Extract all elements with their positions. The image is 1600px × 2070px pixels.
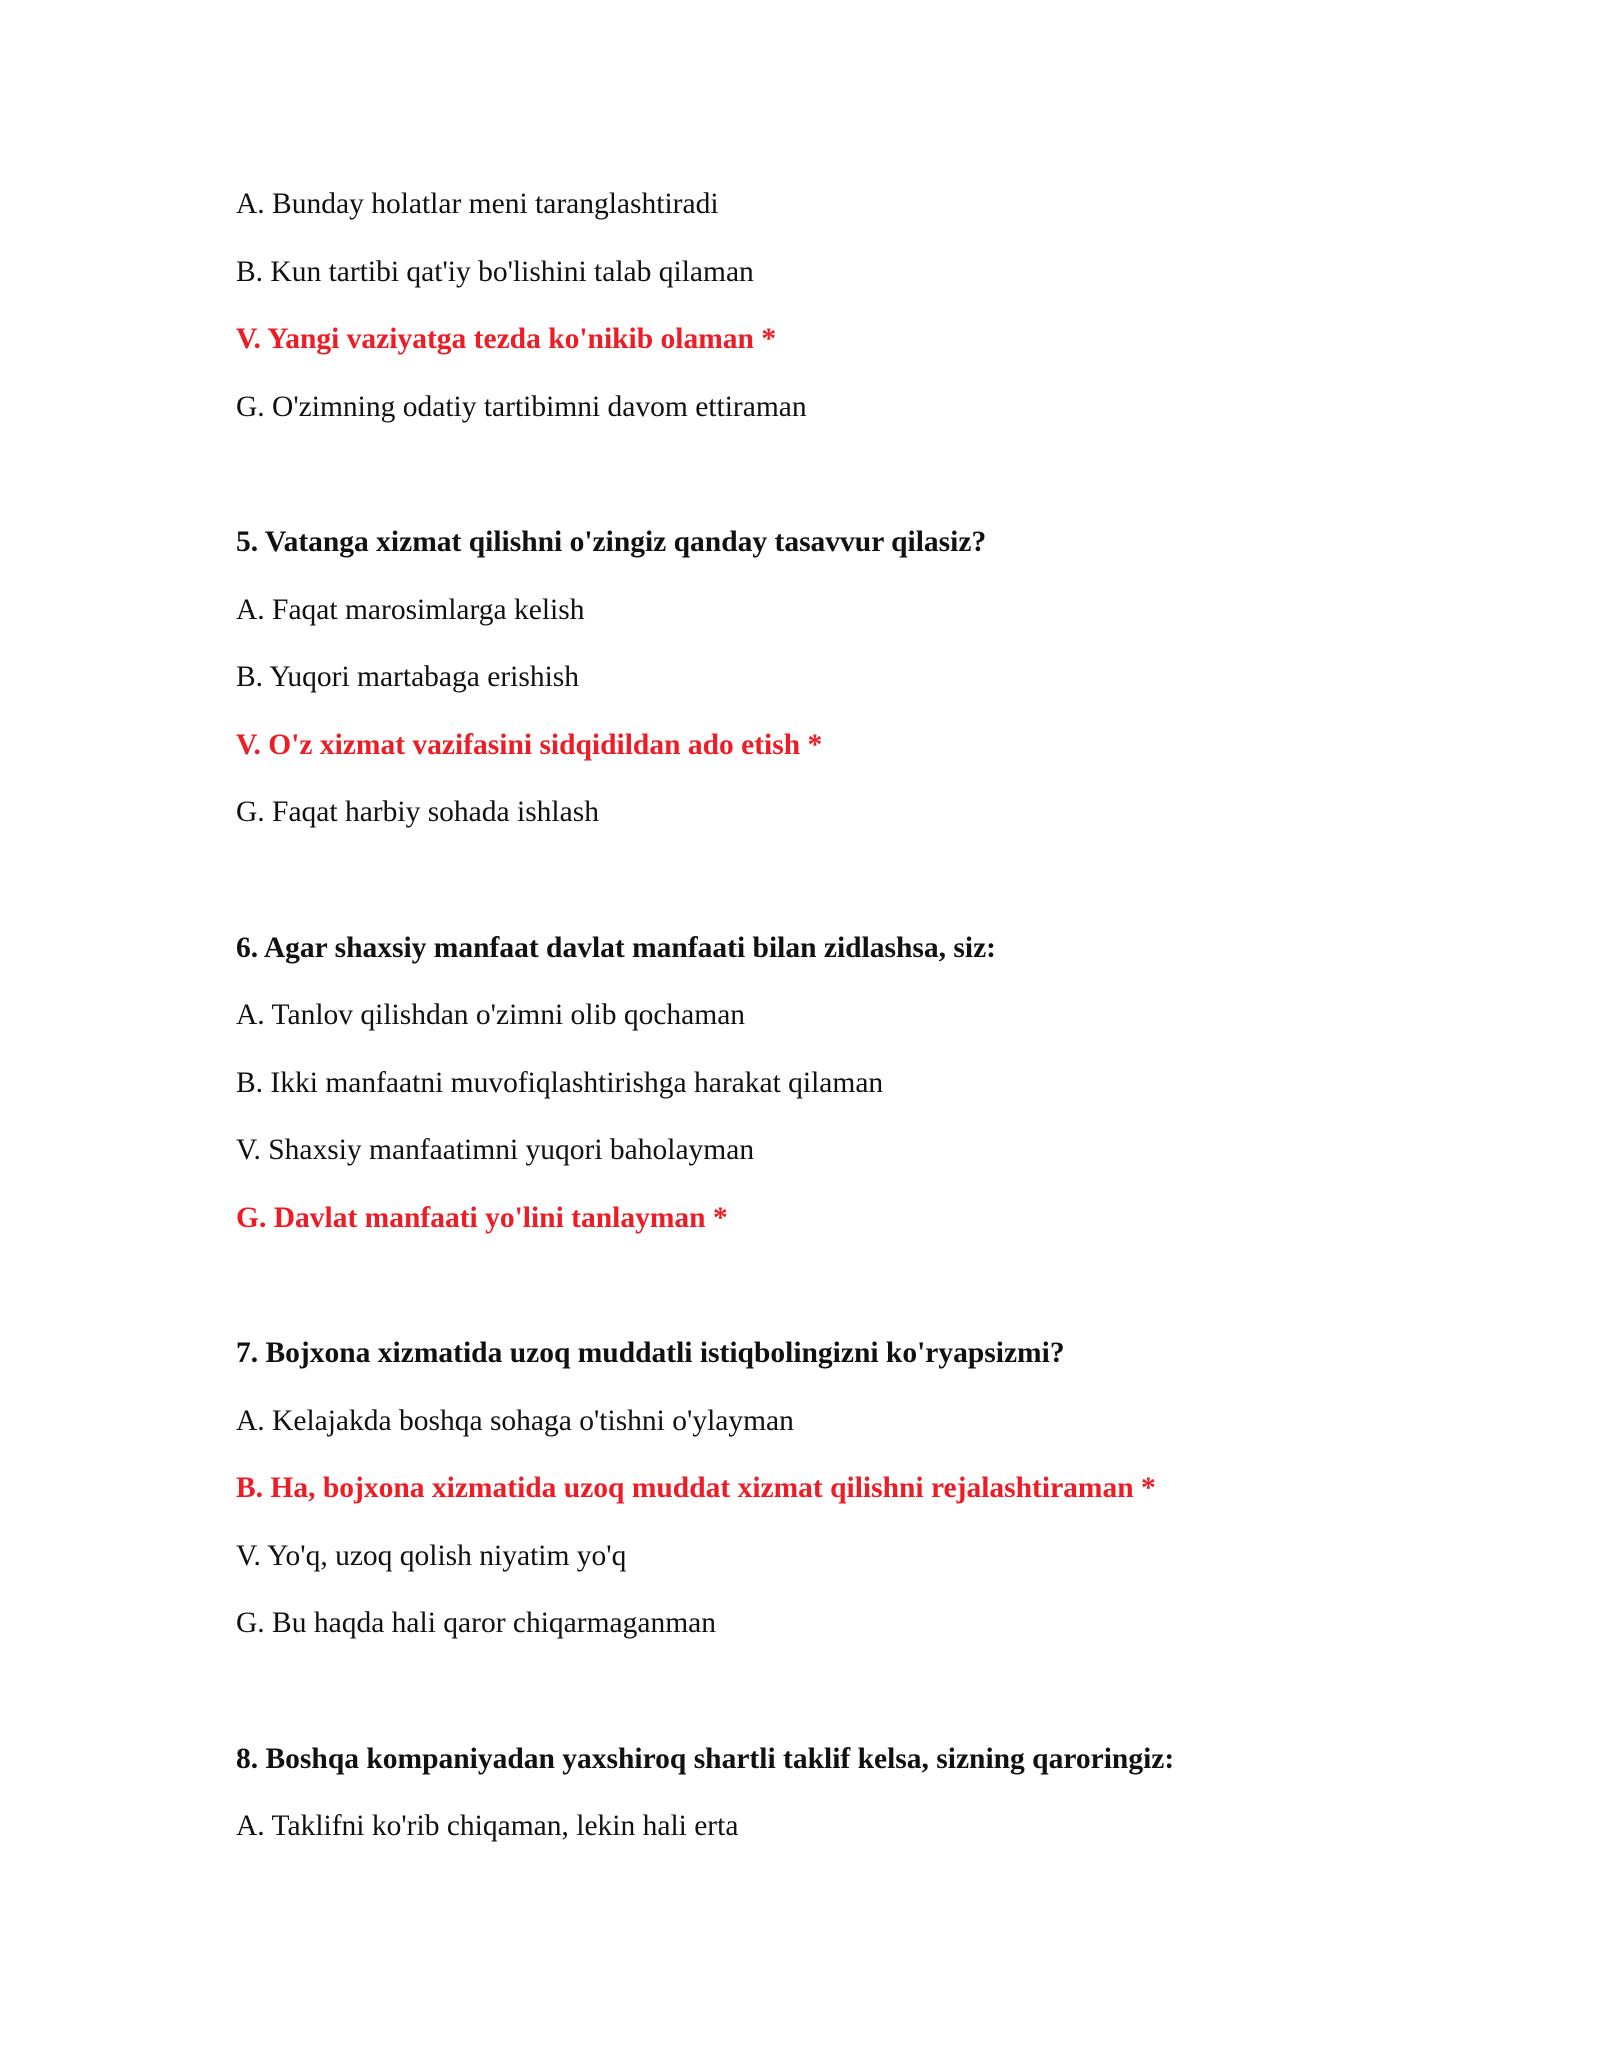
option-a: A. Faqat marosimlarga kelish: [236, 593, 585, 626]
question-text: 6. Agar shaxsiy manfaat davlat manfaati bilan zidlashsa, siz:: [236, 931, 996, 964]
option-g: G. Davlat manfaati yo'lini tanlayman *: [236, 1201, 728, 1234]
question-block-4: [236, 186, 1416, 425]
question-block-5: [236, 524, 1416, 830]
option-g: G. O'zimning odatiy tartibimni davom ettiraman: [236, 390, 807, 423]
option-v: V. Yangi vaziyatga tezda ko'nikib olaman *: [236, 323, 777, 356]
option-b: B. Ikki manfaatni muvofiqlashtirishga harakat qilaman: [236, 1066, 884, 1099]
option-b: B. Kun tartibi qat'iy bo'lishini talab qilaman: [236, 255, 754, 288]
option-v: V. O'z xizmat vazifasini sidqidildan ado etish *: [236, 728, 823, 761]
option-b: B. Yuqori martabaga erishish: [236, 661, 579, 694]
option-b: B. Ha, bojxona xizmatida uzoq muddat xizmat qilishni rejalashtiraman *: [236, 1472, 1156, 1505]
option-v: V. Shaxsiy manfaatimni yuqori baholayman: [236, 1134, 755, 1167]
option-a: A. Kelajakda boshqa sohaga o'tishni o'ylayman: [236, 1404, 794, 1437]
block-spacer: [236, 1673, 1416, 1741]
option-g: G. Bu haqda hali qaror chiqarmaganman: [236, 1607, 717, 1640]
question-block-7: [236, 1335, 1416, 1641]
option-v: V. Yo'q, uzoq qolish niyatim yo'q: [236, 1539, 627, 1572]
option-a: A. Bunday holatlar meni taranglashtiradi: [236, 188, 719, 220]
option-a: A. Taklifni ko'rib chiqaman, lekin hali erta: [236, 1810, 739, 1843]
question-text: 7. Bojxona xizmatida uzoq muddatli istiqbolingizni ko'ryapsizmi?: [236, 1337, 1065, 1370]
questionnaire: [236, 186, 1416, 1876]
option-g: G. Faqat harbiy sohada ishlash: [236, 796, 599, 829]
block-spacer: [236, 456, 1416, 524]
block-spacer: [236, 862, 1416, 930]
question-text: 5. Vatanga xizmat qilishni o'zingiz qanday tasavvur qilasiz?: [236, 525, 987, 558]
question-block-8: [236, 1741, 1416, 1845]
question-block-6: [236, 930, 1416, 1236]
question-text: 8. Boshqa kompaniyadan yaxshiroq shartli taklif kelsa, sizning qaroringiz:: [236, 1742, 1175, 1775]
option-a: A. Tanlov qilishdan o'zimni olib qochaman: [236, 999, 746, 1032]
block-spacer: [236, 1268, 1416, 1336]
